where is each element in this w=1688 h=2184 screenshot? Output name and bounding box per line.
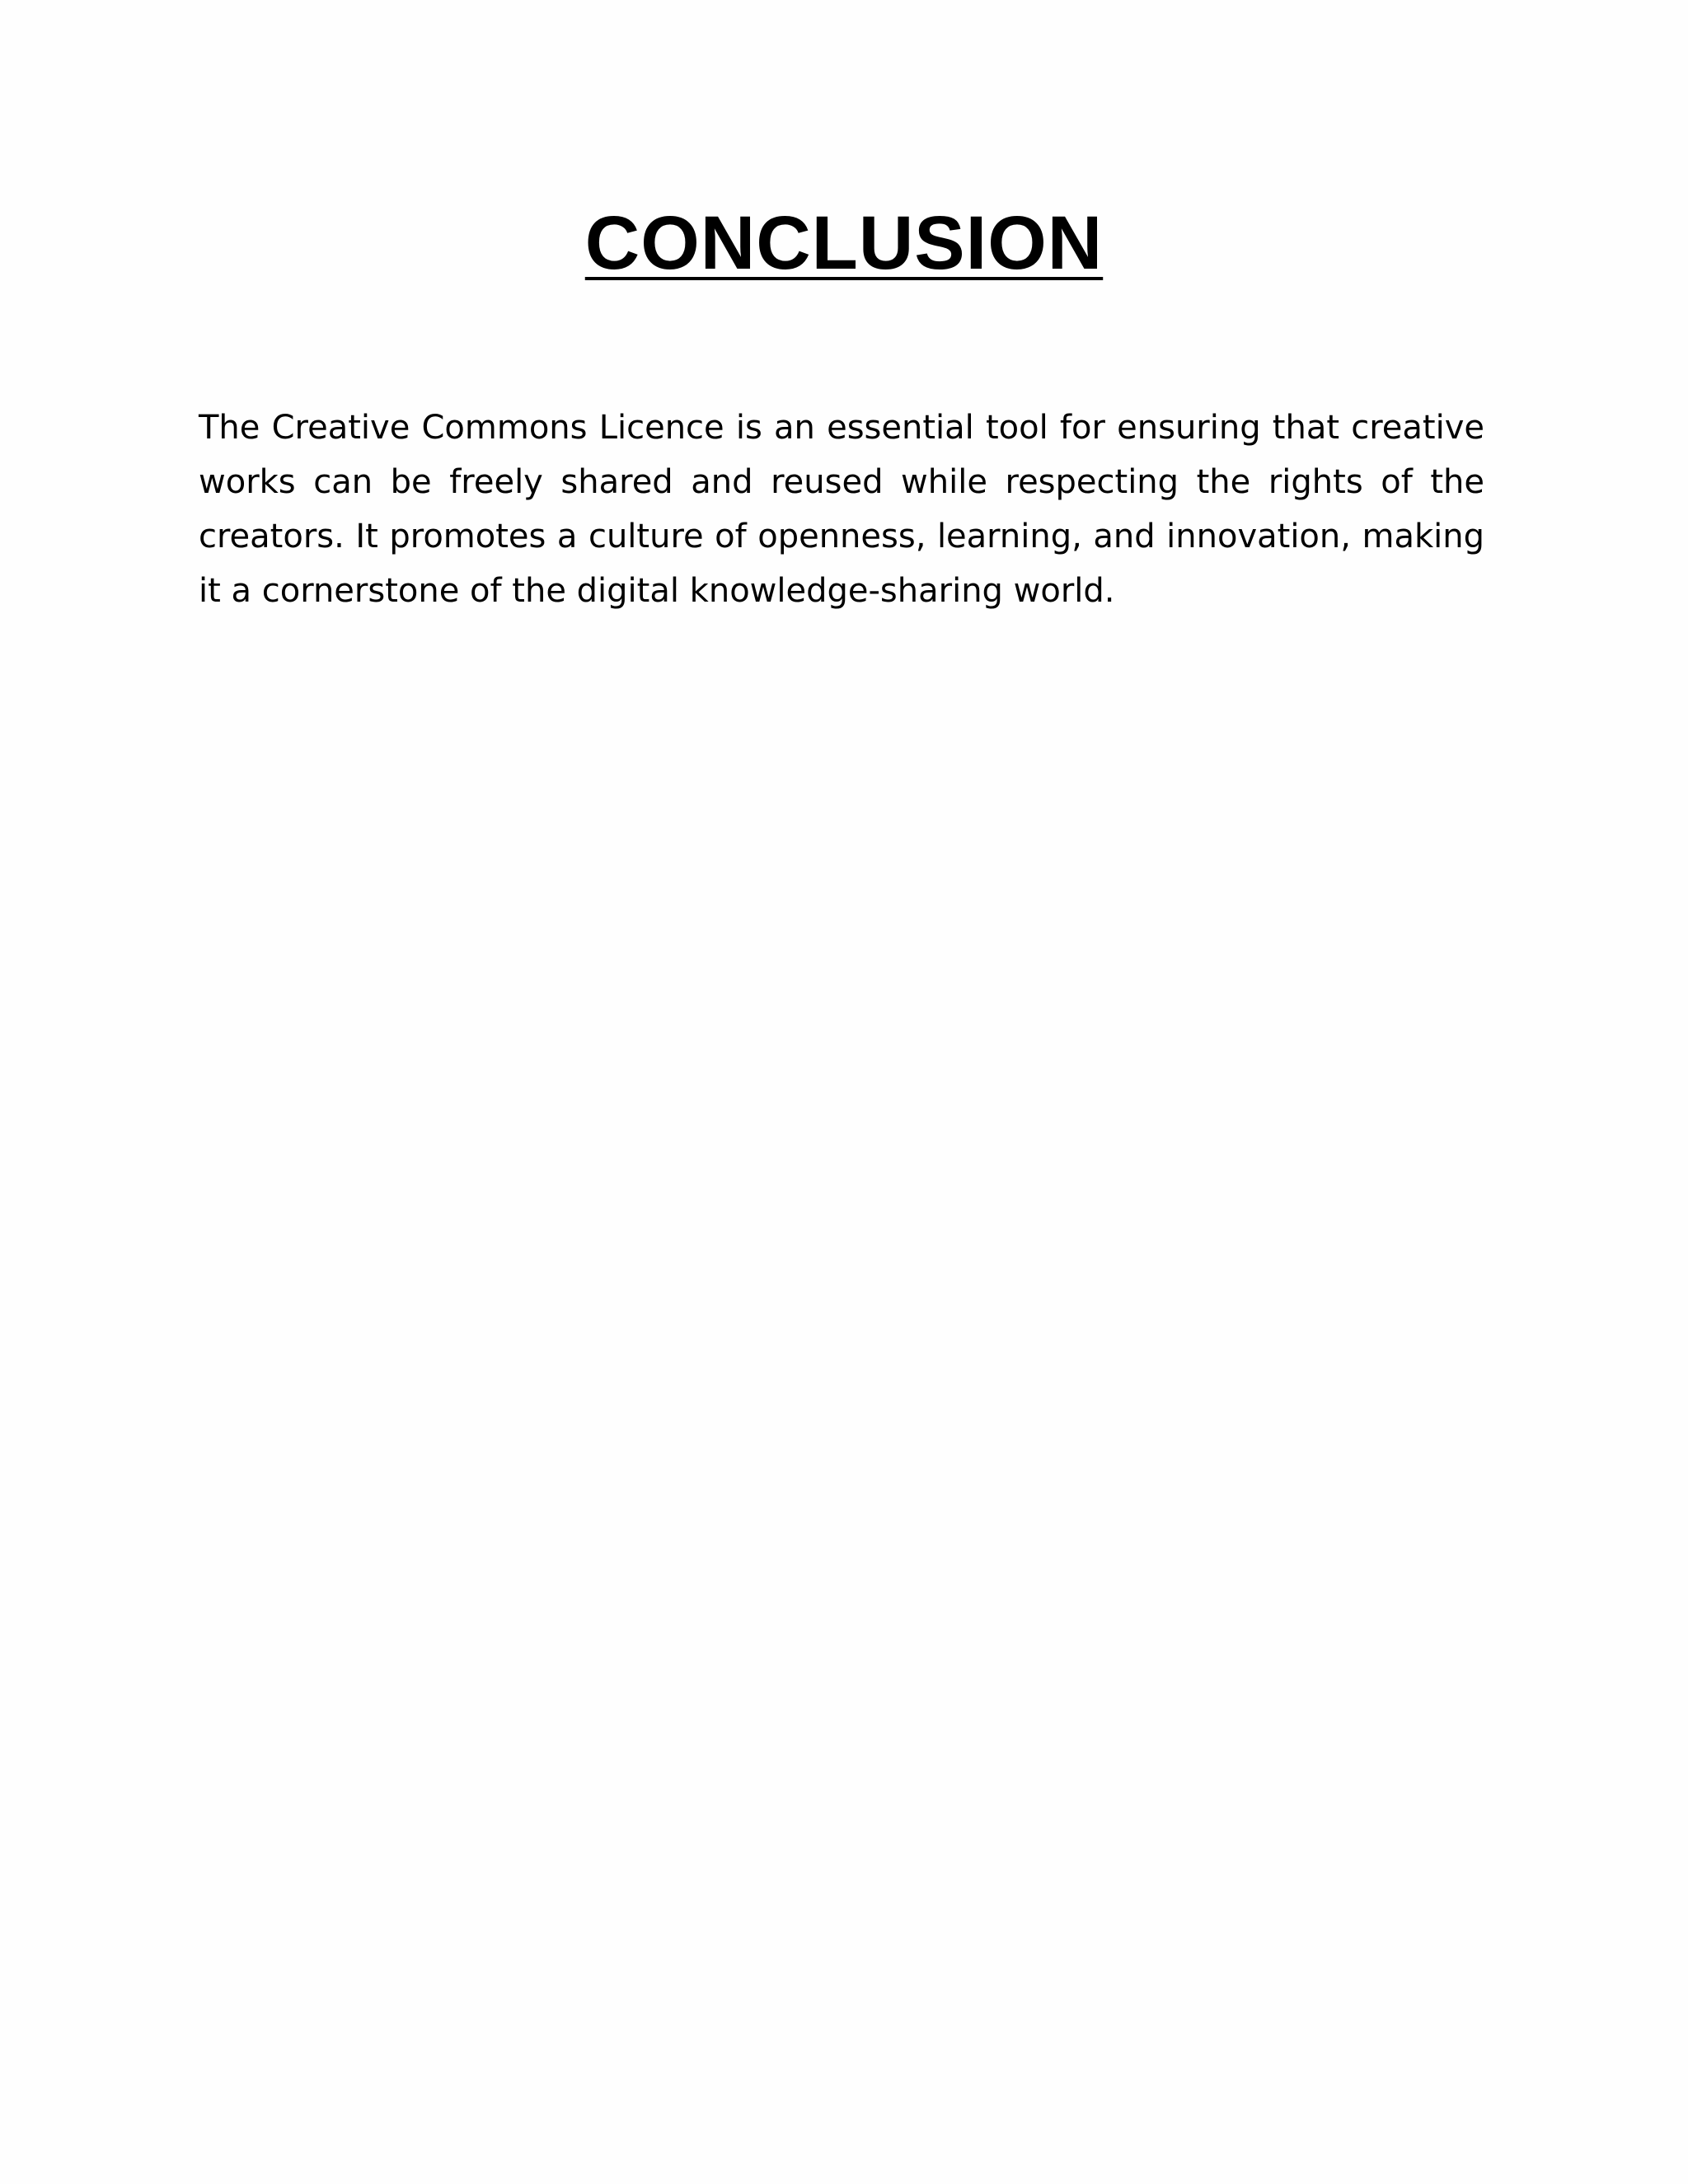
conclusion-paragraph: The Creative Commons Licence is an essential tool for ensuring that creative works can be freely shared and reused while respecting the rights of the creators. It promotes a culture of openness, learning, and innovation, making it a cornerstone of the digital knowledge-sharing world.: [199, 409, 1484, 610]
page-title: CONCLUSION: [584, 201, 1104, 285]
